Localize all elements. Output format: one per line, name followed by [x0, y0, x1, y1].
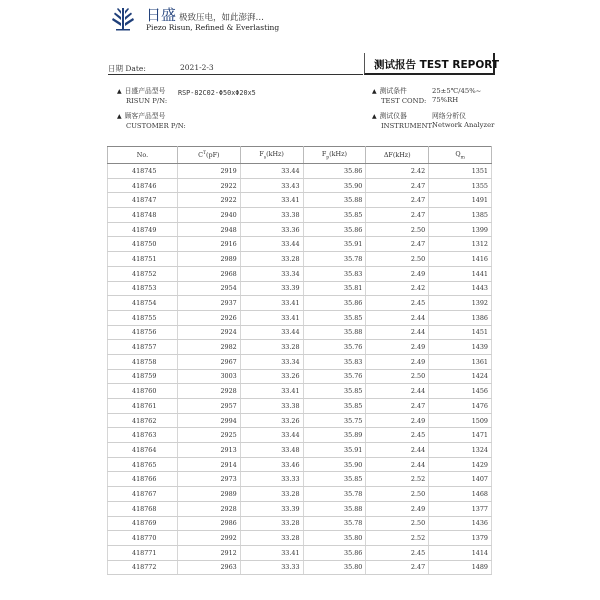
table-row [108, 428, 492, 443]
cell-fs: 33.41 [240, 545, 303, 560]
table-row [108, 501, 492, 516]
cell-qm: 1399 [429, 222, 492, 237]
cell-fs: 33.34 [240, 266, 303, 281]
cell-fs: 33.41 [240, 296, 303, 311]
cell-fp: 35.83 [303, 354, 366, 369]
cell-fs: 33.41 [240, 384, 303, 399]
cell-no: 418766 [108, 472, 178, 487]
cell-qm: 1476 [429, 399, 492, 414]
risun-pn-value: RSP-82C02-Φ50xΦ20x5 [178, 89, 256, 97]
cell-capacitance: 2967 [177, 354, 240, 369]
cell-delta-f: 2.49 [366, 501, 429, 516]
cell-no: 418748 [108, 208, 178, 223]
cell-no: 418762 [108, 413, 178, 428]
cell-delta-f: 2.44 [366, 325, 429, 340]
cell-fs: 33.26 [240, 369, 303, 384]
cell-delta-f: 2.50 [366, 252, 429, 267]
cell-capacitance: 2963 [177, 560, 240, 575]
table-row [108, 413, 492, 428]
cell-fs: 33.33 [240, 472, 303, 487]
cell-no: 418760 [108, 384, 178, 399]
instrument-value: 网络分析仪 Network Analyzer [432, 112, 495, 129]
cell-capacitance: 2989 [177, 252, 240, 267]
cell-capacitance: 2994 [177, 413, 240, 428]
report-title: 测试报告 TEST REPORT [374, 59, 500, 71]
table-row [108, 252, 492, 267]
cell-no: 418769 [108, 516, 178, 531]
cell-capacitance: 2916 [177, 237, 240, 252]
table-row [108, 237, 492, 252]
cell-fp: 35.85 [303, 472, 366, 487]
cell-no: 418757 [108, 340, 178, 355]
cell-qm: 1443 [429, 281, 492, 296]
test-cond-label: ▲ 测试条件 TEST COND: [372, 87, 427, 105]
table-row [108, 560, 492, 575]
cell-no: 418753 [108, 281, 178, 296]
cell-no: 418761 [108, 399, 178, 414]
cell-capacitance: 2937 [177, 296, 240, 311]
cell-fs: 33.33 [240, 560, 303, 575]
table-header-row [108, 147, 492, 164]
cell-no: 418771 [108, 545, 178, 560]
cell-delta-f: 2.47 [366, 237, 429, 252]
table-row [108, 472, 492, 487]
cell-qm: 1491 [429, 193, 492, 208]
cell-fs: 33.38 [240, 399, 303, 414]
cell-fs: 33.28 [240, 487, 303, 502]
cell-fp: 35.78 [303, 516, 366, 531]
cell-delta-f: 2.50 [366, 222, 429, 237]
cell-qm: 1351 [429, 164, 492, 179]
table-row [108, 266, 492, 281]
cell-capacitance: 2919 [177, 164, 240, 179]
table-row [108, 545, 492, 560]
table-row [108, 340, 492, 355]
col-header-fp: $F_p(kHz)$ [303, 147, 366, 164]
cell-no: 418764 [108, 443, 178, 458]
cell-no: 418754 [108, 296, 178, 311]
cell-no: 418767 [108, 487, 178, 502]
table-row [108, 516, 492, 531]
cell-delta-f: 2.47 [366, 193, 429, 208]
cell-fs: 33.48 [240, 443, 303, 458]
cell-no: 418747 [108, 193, 178, 208]
cell-no: 418751 [108, 252, 178, 267]
cell-qm: 1385 [429, 208, 492, 223]
cell-no: 418752 [108, 266, 178, 281]
cell-fs: 33.38 [240, 208, 303, 223]
cell-fp: 35.89 [303, 428, 366, 443]
cell-capacitance: 2928 [177, 501, 240, 516]
cell-qm: 1377 [429, 501, 492, 516]
cell-qm: 1456 [429, 384, 492, 399]
cell-delta-f: 2.50 [366, 516, 429, 531]
cell-fp: 35.91 [303, 237, 366, 252]
cell-delta-f: 2.47 [366, 560, 429, 575]
cell-fp: 35.86 [303, 164, 366, 179]
table-row [108, 281, 492, 296]
cell-qm: 1468 [429, 487, 492, 502]
cell-no: 418765 [108, 457, 178, 472]
cell-capacitance: 2925 [177, 428, 240, 443]
cell-fs: 33.26 [240, 413, 303, 428]
cell-fp: 35.85 [303, 399, 366, 414]
cell-qm: 1379 [429, 531, 492, 546]
cell-no: 418756 [108, 325, 178, 340]
cell-capacitance: 2948 [177, 222, 240, 237]
cell-qm: 1509 [429, 413, 492, 428]
cell-capacitance: 2989 [177, 487, 240, 502]
cell-capacitance: 2957 [177, 399, 240, 414]
cell-qm: 1451 [429, 325, 492, 340]
cell-fs: 33.28 [240, 531, 303, 546]
cell-qm: 1361 [429, 354, 492, 369]
cell-delta-f: 2.44 [366, 457, 429, 472]
cell-no: 418772 [108, 560, 178, 575]
cell-capacitance: 2924 [177, 325, 240, 340]
table-row [108, 222, 492, 237]
table-row [108, 354, 492, 369]
cell-fp: 35.90 [303, 457, 366, 472]
cell-qm: 1355 [429, 178, 492, 193]
cell-qm: 1441 [429, 266, 492, 281]
cell-qm: 1392 [429, 296, 492, 311]
table-row [108, 369, 492, 384]
table-row [108, 487, 492, 502]
test-cond-value: 25±5℃/45%~ 75%RH [432, 87, 482, 104]
cell-delta-f: 2.47 [366, 178, 429, 193]
cell-fs: 33.44 [240, 164, 303, 179]
cell-delta-f: 2.47 [366, 208, 429, 223]
cell-no: 418755 [108, 310, 178, 325]
cell-no: 418746 [108, 178, 178, 193]
cell-qm: 1312 [429, 237, 492, 252]
cell-delta-f: 2.49 [366, 340, 429, 355]
cell-qm: 1416 [429, 252, 492, 267]
cell-fp: 35.85 [303, 310, 366, 325]
cell-fp: 35.86 [303, 545, 366, 560]
cell-no: 418759 [108, 369, 178, 384]
cell-fp: 35.88 [303, 193, 366, 208]
cell-qm: 1414 [429, 545, 492, 560]
cell-capacitance: 2986 [177, 516, 240, 531]
cell-qm: 1424 [429, 369, 492, 384]
cell-capacitance: 2912 [177, 545, 240, 560]
cell-capacitance: 2914 [177, 457, 240, 472]
table-row [108, 208, 492, 223]
cell-delta-f: 2.50 [366, 369, 429, 384]
brand-name-text: 日盛 [146, 6, 177, 24]
cell-fp: 35.80 [303, 560, 366, 575]
cell-fs: 33.44 [240, 237, 303, 252]
table-row [108, 164, 492, 179]
cell-fs: 33.44 [240, 428, 303, 443]
cell-fp: 35.88 [303, 325, 366, 340]
date-value: 2021-2-3 [180, 63, 214, 72]
cell-qm: 1436 [429, 516, 492, 531]
brand-slogan: 极致压电，如此澎湃… [179, 13, 265, 23]
cell-no: 418768 [108, 501, 178, 516]
cell-delta-f: 2.52 [366, 472, 429, 487]
cell-fs: 33.44 [240, 325, 303, 340]
cell-qm: 1471 [429, 428, 492, 443]
cell-fp: 35.80 [303, 531, 366, 546]
cell-qm: 1489 [429, 560, 492, 575]
cell-capacitance: 2940 [177, 208, 240, 223]
table-row [108, 310, 492, 325]
table-row [108, 193, 492, 208]
cell-qm: 1407 [429, 472, 492, 487]
cell-fp: 35.86 [303, 296, 366, 311]
triangle-bullet-icon: ▲ [117, 88, 122, 95]
cell-no: 418763 [108, 428, 178, 443]
col-header-fs: $F_s(kHz)$ [240, 147, 303, 164]
cell-fp: 35.88 [303, 501, 366, 516]
cell-capacitance: 2992 [177, 531, 240, 546]
cell-delta-f: 2.45 [366, 296, 429, 311]
header-divider [108, 74, 363, 75]
triangle-bullet-icon: ▲ [372, 88, 377, 95]
cell-capacitance: 2922 [177, 193, 240, 208]
col-header-qm: $Q_m$ [429, 147, 492, 164]
cell-fs: 33.36 [240, 222, 303, 237]
cell-no: 418749 [108, 222, 178, 237]
cell-fp: 35.75 [303, 413, 366, 428]
cell-capacitance: 2954 [177, 281, 240, 296]
cell-fp: 35.85 [303, 384, 366, 399]
table-body [108, 164, 492, 575]
cell-capacitance: 3003 [177, 369, 240, 384]
cell-delta-f: 2.42 [366, 164, 429, 179]
cell-fp: 35.86 [303, 222, 366, 237]
cell-no: 418770 [108, 531, 178, 546]
cell-delta-f: 2.52 [366, 531, 429, 546]
cell-capacitance: 2926 [177, 310, 240, 325]
instrument-label: ▲ 测试仪器 INSTRUMENT: [372, 112, 435, 130]
cell-no: 418745 [108, 164, 178, 179]
cell-no: 418750 [108, 237, 178, 252]
col-header-delta-f: ΔF(kHz) [366, 147, 429, 164]
table-row [108, 384, 492, 399]
leaf-fan-logo-icon [108, 2, 138, 32]
table-row [108, 178, 492, 193]
table-row [108, 399, 492, 414]
test-results-table [107, 146, 492, 575]
cell-qm: 1386 [429, 310, 492, 325]
cell-fp: 35.78 [303, 487, 366, 502]
cell-capacitance: 2928 [177, 384, 240, 399]
cell-delta-f: 2.49 [366, 354, 429, 369]
table-row [108, 296, 492, 311]
cell-capacitance: 2968 [177, 266, 240, 281]
cell-fs: 33.46 [240, 457, 303, 472]
cell-fs: 33.28 [240, 516, 303, 531]
cell-fs: 33.34 [240, 354, 303, 369]
triangle-bullet-icon: ▲ [117, 113, 122, 120]
col-header-no: No. [108, 147, 178, 164]
cell-capacitance: 2973 [177, 472, 240, 487]
cell-qm: 1439 [429, 340, 492, 355]
table-row [108, 325, 492, 340]
cell-delta-f: 2.44 [366, 443, 429, 458]
cell-fp: 35.83 [303, 266, 366, 281]
cell-fp: 35.85 [303, 208, 366, 223]
cell-capacitance: 2922 [177, 178, 240, 193]
cell-qm: 1324 [429, 443, 492, 458]
cell-qm: 1429 [429, 457, 492, 472]
cell-delta-f: 2.47 [366, 399, 429, 414]
cell-capacitance: 2913 [177, 443, 240, 458]
cell-fp: 35.81 [303, 281, 366, 296]
table-row [108, 457, 492, 472]
cell-fp: 35.90 [303, 178, 366, 193]
brand-name [146, 4, 264, 25]
cell-delta-f: 2.44 [366, 310, 429, 325]
triangle-bullet-icon: ▲ [372, 113, 377, 120]
cell-fs: 33.43 [240, 178, 303, 193]
cell-delta-f: 2.44 [366, 384, 429, 399]
cell-fs: 33.41 [240, 310, 303, 325]
cell-fp: 35.76 [303, 340, 366, 355]
cell-delta-f: 2.42 [366, 281, 429, 296]
cell-fs: 33.28 [240, 340, 303, 355]
date-label: 日期 Date: [108, 64, 146, 73]
cell-fp: 35.78 [303, 252, 366, 267]
cell-delta-f: 2.45 [366, 545, 429, 560]
cell-fp: 35.76 [303, 369, 366, 384]
cell-no: 418758 [108, 354, 178, 369]
cell-delta-f: 2.45 [366, 428, 429, 443]
cell-fs: 33.41 [240, 193, 303, 208]
cell-fs: 33.28 [240, 252, 303, 267]
table-row [108, 531, 492, 546]
cell-delta-f: 2.50 [366, 487, 429, 502]
cell-capacitance: 2982 [177, 340, 240, 355]
cell-fp: 35.91 [303, 443, 366, 458]
cell-delta-f: 2.49 [366, 413, 429, 428]
brand-english-tagline: Piezo Risun, Refined & Everlasting [146, 23, 280, 32]
cell-fs: 33.39 [240, 281, 303, 296]
risun-pn-label: ▲ 日盛产品型号 RISUN P/N: [117, 87, 168, 105]
col-header-capacitance: $C^T(pF)$ [177, 147, 240, 164]
cell-fs: 33.39 [240, 501, 303, 516]
cell-delta-f: 2.49 [366, 266, 429, 281]
customer-pn-label: ▲ 顾客产品型号 CUSTOMER P/N: [117, 112, 186, 130]
table-row [108, 443, 492, 458]
